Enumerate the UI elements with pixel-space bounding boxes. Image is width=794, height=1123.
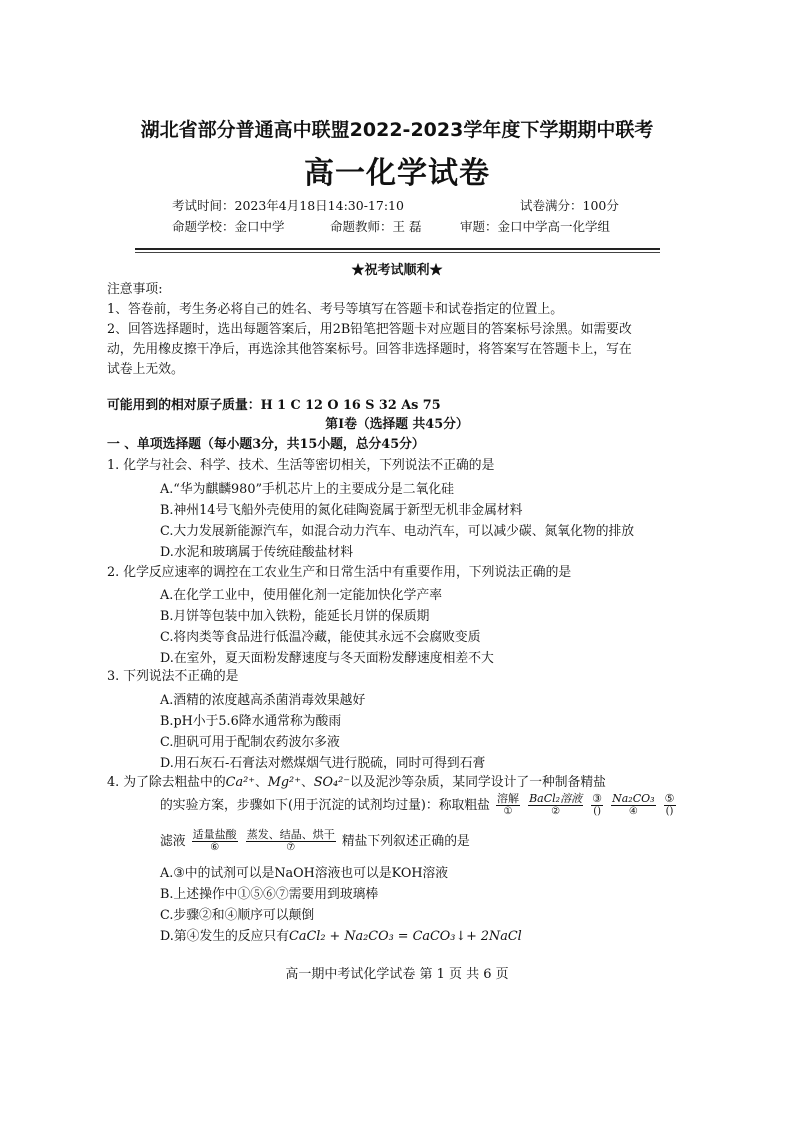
- q4-option-d-prefix: D.第④发生的反应只有: [160, 929, 290, 944]
- q1-option-d: D.水泥和玻璃属于传统硅酸盐材料: [160, 545, 354, 560]
- atomic-masses: 可能用到的相对原子质量：H 1 C 12 O 16 S 32 As 75: [107, 398, 441, 413]
- reviewer: 审题：金口中学高一化学组: [460, 219, 611, 234]
- page-footer: 高一期中考试化学试卷 第 1 页 共 6 页: [285, 967, 509, 982]
- blessing-line: ★祝考试顺利★: [351, 263, 443, 278]
- note-item-2-line2: 动，先用橡皮擦干净后，再选涂其他答案标号。回答非选择题时，将答案写在答题卡上，写在: [107, 342, 632, 357]
- q4-line3-suffix: 精盐下列叙述正确的是: [341, 834, 470, 849]
- q3-stem: 3. 下列说法不正确的是: [107, 669, 239, 684]
- q4-option-b: B.上述操作中①⑤⑥⑦需要用到玻璃棒: [160, 887, 379, 902]
- q4-ion-calcium: Ca²⁺: [225, 775, 255, 790]
- section1-title: 一 、单项选择题（每小题3分，共15小题，总分45分）: [107, 437, 425, 452]
- q4-stem-line2: [160, 793, 678, 818]
- q4-stem-suffix: 以及泥沙等杂质，某同学设计了一种制备精盐: [350, 775, 606, 790]
- header-divider-thick: [135, 248, 660, 250]
- q4-option-a: A.③中的试剂可以是NaOH溶液也可以是KOH溶液: [160, 866, 449, 881]
- exam-time: 考试时间：2023年4月18日14:30-17:10: [172, 198, 404, 213]
- q2-option-a: A.在化学工业中，使用催化剂一定能加快化学产率: [160, 588, 443, 603]
- q4-step-5: ⑤ (): [664, 792, 675, 817]
- q4-stem-line3: [160, 829, 470, 854]
- q2-option-b: B.月饼等包装中加入铁粉，能延长月饼的保质期: [160, 609, 430, 624]
- q4-line2-text: 的实验方案，步骤如下(用于沉淀的试剂均过量)：称取粗盐: [160, 798, 490, 813]
- q4-step-1: 溶解 ①: [497, 792, 519, 817]
- q3-option-d: D.用石灰石-石膏法对燃煤烟气进行脱硫，同时可得到石膏: [160, 756, 486, 771]
- q4-sep-1: 、: [254, 775, 268, 790]
- q4-step-6: 适量盐酸 ⑥: [192, 828, 237, 853]
- q4-option-d-equation: CaCl₂ + Na₂CO₃ = CaCO₃↓+ 2NaCl: [289, 929, 522, 944]
- q4-ion-sulfate: SO₄²⁻: [313, 775, 351, 790]
- q1-option-a: A.“华为麒麟980”手机芯片上的主要成分是二氧化硅: [160, 482, 454, 497]
- q1-stem: 1. 化学与社会、科学、技术、生活等密切相关，下列说法不正确的是: [107, 458, 495, 473]
- q4-step-2: BaCl₂溶液 ②: [529, 792, 583, 817]
- q1-option-c: C.大力发展新能源汽车，如混合动力汽车、电动汽车，可以减少碳、氮氧化物的排放: [160, 524, 635, 539]
- q2-option-d: D.在室外，夏天面粉发酵速度与冬天面粉发酵速度相差不大: [160, 651, 494, 666]
- q4-step-4: Na₂CO₃ ④: [612, 792, 655, 817]
- note-item-2-line3: 试卷上无效。: [107, 362, 184, 377]
- q2-stem: 2. 化学反应速率的调控在工农业生产和日常生活中有重要作用，下列说法正确的是: [107, 565, 572, 580]
- q4-stem-line1: [107, 774, 606, 792]
- q3-option-b: B.pH小于5.6降水通常称为酸雨: [160, 714, 342, 729]
- q4-ion-magnesium: Mg²⁺: [267, 775, 301, 790]
- q4-step-7: 蒸发、结晶、烘干 ⑦: [246, 828, 335, 853]
- q4-stem-prefix: 4. 为了除去粗盐中的: [107, 775, 226, 790]
- q4-option-c: C.步骤②和④顺序可以颠倒: [160, 908, 315, 923]
- q2-option-c: C.将肉类等食品进行低温冷藏，能使其永远不会腐败变质: [160, 630, 481, 645]
- q4-option-d: [160, 925, 522, 944]
- part1-title: 第Ⅰ卷（选择题 共45分）: [325, 417, 469, 432]
- q4-step-3: ③ (): [592, 792, 603, 817]
- q1-option-b: B.神州14号飞船外壳使用的氮化硅陶瓷属于新型无机非金属材料: [160, 503, 523, 518]
- q3-option-c: C.胆矾可用于配制农药波尔多液: [160, 735, 340, 750]
- setting-teacher: 命题教师：王 磊: [330, 219, 422, 234]
- exam-subject-title: 高一化学试卷: [304, 156, 490, 191]
- note-item-1: 1、答卷前，考生务必将自己的姓名、考号等填写在答题卡和试卷指定的位置上。: [107, 302, 564, 317]
- note-item-2-line1: 2、回答选择题时，选出每题答案后，用2B铅笔把答题卡对应题目的答案标号涂黑。如需要改: [107, 322, 632, 337]
- full-score: 试卷满分：100分: [520, 198, 619, 213]
- q4-sep-2: 、: [300, 775, 314, 790]
- header-divider-thin: [135, 252, 660, 253]
- setting-school: 命题学校：金口中学: [172, 219, 285, 234]
- notes-heading: 注意事项:: [107, 282, 163, 297]
- q3-option-a: A.酒精的浓度越高杀菌消毒效果越好: [160, 693, 366, 708]
- exam-series-title: 湖北省部分普通高中联盟2022-2023学年度下学期期中联考: [140, 119, 654, 141]
- q4-line3-prefix: 滤液: [160, 834, 186, 849]
